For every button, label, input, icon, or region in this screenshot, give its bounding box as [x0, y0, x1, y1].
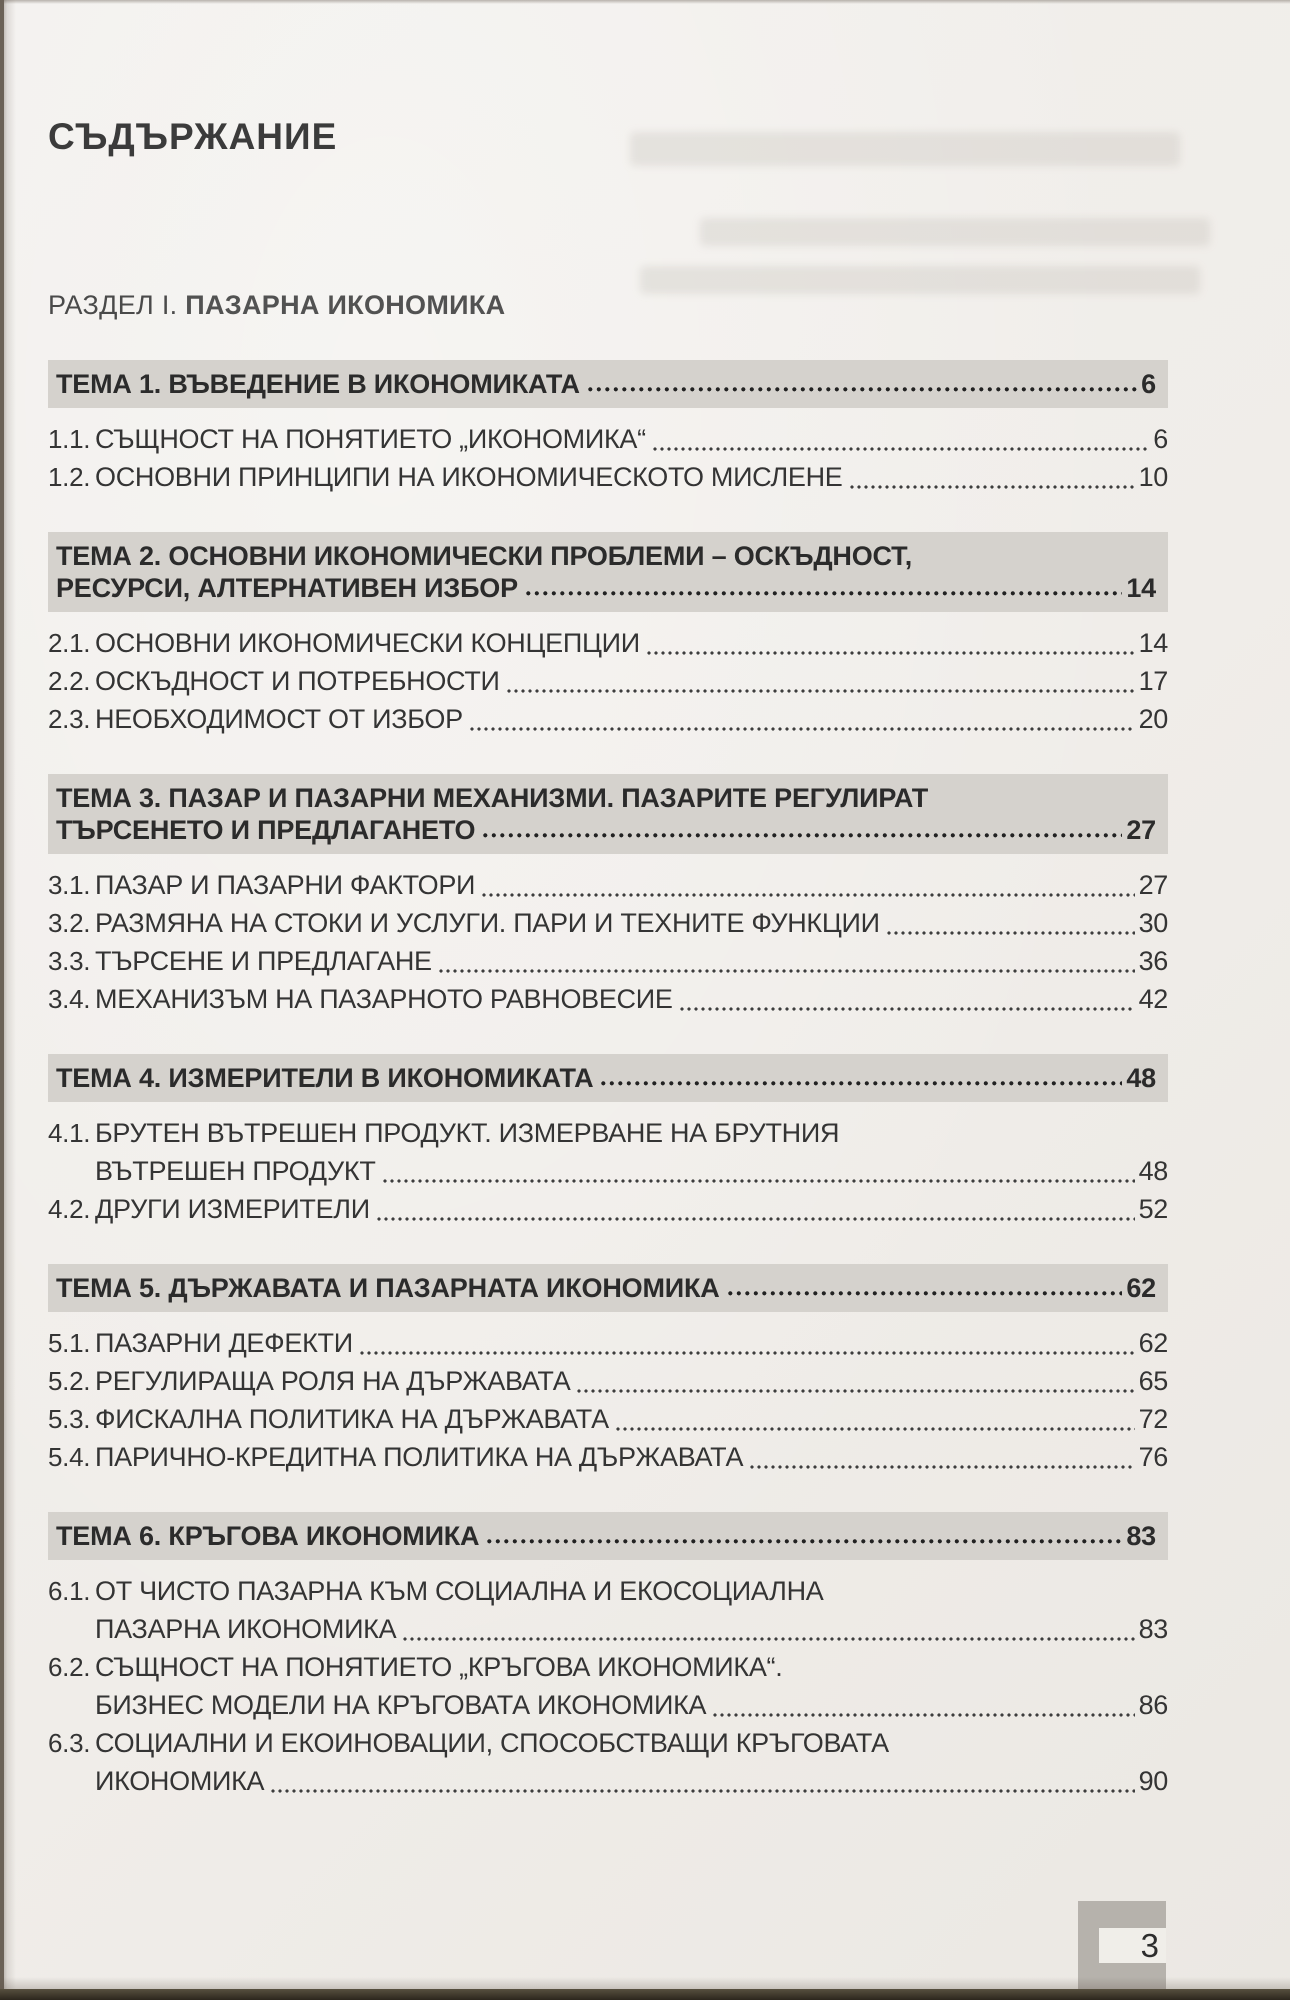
topic-header-line [56, 572, 1156, 604]
toc-entry [48, 904, 1168, 942]
entry-line [95, 1686, 1168, 1724]
topic-page-number: 14 [1126, 573, 1156, 603]
topic-items [48, 1572, 1168, 1800]
entry-lines [95, 942, 1168, 980]
entry-lines [95, 904, 1168, 942]
entry-title: ОСКЪДНОСТ И ПОТРЕБНОСТИ [95, 666, 500, 696]
entry-title: ДРУГИ ИЗМЕРИТЕЛИ [95, 1194, 370, 1224]
entry-line [95, 700, 1168, 738]
toc-topic [48, 1264, 1168, 1476]
footer-page-number: 3 [1099, 1928, 1166, 1963]
entry-line [95, 420, 1168, 458]
dot-leader [713, 1713, 1134, 1717]
entry-lines [95, 1324, 1168, 1362]
dot-leader [680, 1007, 1135, 1011]
topic-title: ТЕМА 5. ДЪРЖАВАТА И ПАЗАРНАТА ИКОНОМИКА [56, 1273, 720, 1303]
topic-page-number: 48 [1126, 1063, 1156, 1093]
entry-title: НЕОБХОДИМОСТ ОТ ИЗБОР [95, 704, 463, 734]
entry-number: 3.3. [48, 946, 91, 976]
topic-header-bar [48, 774, 1168, 854]
topic-header-line [56, 540, 1156, 572]
topic-page-number: 62 [1126, 1273, 1156, 1303]
entry-line [95, 866, 1168, 904]
entry-number: 4.2. [48, 1194, 91, 1224]
entry-title: ОТ ЧИСТО ПАЗАРНА КЪМ СОЦИАЛНА И ЕКОСОЦИАЛНА [95, 1576, 824, 1606]
dot-leader [750, 1465, 1134, 1469]
entry-page-number: 36 [1138, 946, 1168, 976]
entry-line [95, 942, 1168, 980]
dot-leader [483, 833, 1122, 838]
entry-title: ФИСКАЛНА ПОЛИТИКА НА ДЪРЖАВАТА [95, 1404, 609, 1434]
toc-entry [48, 420, 1168, 458]
topic-title: ТЕМА 6. КРЪГОВА ИКОНОМИКА [56, 1521, 480, 1551]
dot-leader [601, 1081, 1122, 1086]
topic-items [48, 1114, 1168, 1228]
entry-line [95, 1610, 1168, 1648]
entry-line [95, 624, 1168, 662]
dot-leader [403, 1637, 1134, 1641]
entry-lines [95, 662, 1168, 700]
entry-page-number: 72 [1138, 1404, 1168, 1434]
dot-leader [526, 591, 1122, 596]
topic-header-line [56, 368, 1156, 400]
section-heading [48, 288, 1168, 322]
entry-page-number: 62 [1138, 1328, 1168, 1358]
entry-page-number: 30 [1138, 908, 1168, 938]
entry-page-number: 10 [1138, 462, 1168, 492]
entry-lines [95, 458, 1168, 496]
section-title: ПАЗАРНА ИКОНОМИКА [185, 290, 506, 320]
toc-entry [48, 1362, 1168, 1400]
entry-title: СОЦИАЛНИ И ЕКОИНОВАЦИИ, СПОСОБСТВАЩИ КРЪГОВАТА [95, 1728, 889, 1758]
dot-leader [588, 387, 1137, 392]
scan-edge-bottom-shadow [0, 1977, 1290, 1989]
toc-entry [48, 662, 1168, 700]
topic-header-line [56, 1272, 1156, 1304]
page-title: СЪДЪРЖАНИЕ [48, 116, 338, 157]
entry-number: 5.4. [48, 1442, 91, 1472]
section-label: РАЗДЕЛ I. [48, 290, 178, 320]
entry-page-number: 42 [1138, 984, 1168, 1014]
entry-page-number: 52 [1138, 1194, 1168, 1224]
entry-page-number: 27 [1138, 870, 1168, 900]
dot-leader [577, 1389, 1134, 1393]
entry-line [95, 904, 1168, 942]
scan-edge-bottom [0, 1989, 1290, 2000]
toc-entry [48, 1438, 1168, 1476]
entry-line [95, 1438, 1168, 1476]
entry-number: 1.2. [48, 462, 91, 492]
entry-number: 6.1. [48, 1576, 91, 1606]
entry-line [95, 980, 1168, 1018]
entry-title: ПАЗАРНА ИКОНОМИКА [95, 1614, 397, 1644]
entry-line [95, 1724, 1168, 1762]
toc-entry [48, 1114, 1168, 1190]
entry-page-number: 76 [1138, 1442, 1168, 1472]
entry-number: 5.2. [48, 1366, 91, 1396]
topic-title: ТЕМА 1. ВЪВЕДЕНИЕ В ИКОНОМИКАТА [56, 369, 580, 399]
topic-items [48, 420, 1168, 496]
dot-leader [271, 1789, 1134, 1793]
toc-entry [48, 1648, 1168, 1724]
dot-leader [360, 1351, 1135, 1355]
entry-line [95, 662, 1168, 700]
entry-number: 4.1. [48, 1118, 91, 1148]
entry-lines [95, 1724, 1168, 1800]
topic-header-bar [48, 532, 1168, 612]
entry-title: ПАРИЧНО-КРЕДИТНА ПОЛИТИКА НА ДЪРЖАВАТА [95, 1442, 744, 1472]
topic-page-number: 83 [1126, 1521, 1156, 1551]
topic-items [48, 1324, 1168, 1476]
entry-title: ИКОНОМИКА [95, 1766, 265, 1796]
toc-entry [48, 1572, 1168, 1648]
dot-leader [507, 689, 1135, 693]
dot-leader [377, 1217, 1135, 1221]
toc-entry [48, 1324, 1168, 1362]
entry-line [95, 458, 1168, 496]
entry-number: 2.3. [48, 704, 91, 734]
entry-title: РАЗМЯНА НА СТОКИ И УСЛУГИ. ПАРИ И ТЕХНИТЕ ФУНКЦИИ [95, 908, 880, 938]
toc-topic [48, 1512, 1168, 1800]
entry-page-number: 17 [1138, 666, 1168, 696]
entry-number: 6.3. [48, 1728, 91, 1758]
dot-leader [647, 651, 1135, 655]
entry-number: 1.1. [48, 424, 91, 454]
topic-header-bar [48, 1054, 1168, 1102]
topic-header-bar [48, 1512, 1168, 1560]
entry-number: 5.3. [48, 1404, 91, 1434]
entry-page-number: 86 [1138, 1690, 1168, 1720]
entry-title: БИЗНЕС МОДЕЛИ НА КРЪГОВАТА ИКОНОМИКА [95, 1690, 707, 1720]
topic-header-line [56, 782, 1156, 814]
entry-number: 3.2. [48, 908, 91, 938]
topic-title: РЕСУРСИ, АЛТЕРНАТИВЕН ИЗБОР [56, 573, 518, 603]
toc-list [48, 360, 1168, 1800]
dot-leader [887, 931, 1135, 935]
entry-lines [95, 624, 1168, 662]
entry-lines [95, 1572, 1168, 1648]
toc-entry [48, 1400, 1168, 1438]
dot-leader [850, 485, 1135, 489]
entry-number: 5.1. [48, 1328, 91, 1358]
entry-title: ПАЗАРНИ ДЕФЕКТИ [95, 1328, 353, 1358]
entry-page-number: 90 [1138, 1766, 1168, 1796]
entry-page-number: 20 [1138, 704, 1168, 734]
dot-leader [439, 969, 1135, 973]
toc-entry [48, 1190, 1168, 1228]
entry-title: СЪЩНОСТ НА ПОНЯТИЕТО „КРЪГОВА ИКОНОМИКА“. [95, 1652, 783, 1682]
entry-lines [95, 420, 1168, 458]
toc-topic [48, 774, 1168, 1018]
dot-leader [470, 727, 1135, 731]
entry-number: 3.1. [48, 870, 91, 900]
entry-lines [95, 1648, 1168, 1724]
entry-line [95, 1362, 1168, 1400]
topic-title: ТЕМА 2. ОСНОВНИ ИКОНОМИЧЕСКИ ПРОБЛЕМИ – ОСКЪДНОСТ, [56, 541, 913, 571]
scan-edge-left-line [0, 0, 4, 2000]
toc-content [48, 0, 1168, 1800]
entry-title: ПАЗАР И ПАЗАРНИ ФАКТОРИ [95, 870, 476, 900]
topic-title: ТЕМА 3. ПАЗАР И ПАЗАРНИ МЕХАНИЗМИ. ПАЗАРИТЕ РЕГУЛИРАТ [56, 783, 929, 813]
entry-line [95, 1762, 1168, 1800]
entry-title: ТЪРСЕНЕ И ПРЕДЛАГАНЕ [95, 946, 432, 976]
entry-page-number: 6 [1153, 424, 1168, 454]
topic-page-number: 27 [1126, 815, 1156, 845]
entry-number: 3.4. [48, 984, 91, 1014]
entry-line [95, 1400, 1168, 1438]
topic-header-bar [48, 360, 1168, 408]
entry-number: 2.1. [48, 628, 91, 658]
topic-header-bar [48, 1264, 1168, 1312]
scan-edge-top [0, 0, 1290, 4]
entry-title: ОСНОВНИ ИКОНОМИЧЕСКИ КОНЦЕПЦИИ [95, 628, 640, 658]
dot-leader [487, 1539, 1122, 1544]
entry-lines [95, 1190, 1168, 1228]
entry-line [95, 1572, 1168, 1610]
toc-entry [48, 980, 1168, 1018]
entry-line [95, 1324, 1168, 1362]
topic-page-number: 6 [1141, 369, 1156, 399]
toc-entry [48, 1724, 1168, 1800]
dot-leader [653, 447, 1149, 451]
topic-header-line [56, 814, 1156, 846]
toc-entry [48, 942, 1168, 980]
entry-line [95, 1114, 1168, 1152]
entry-lines [95, 1114, 1168, 1190]
topic-items [48, 624, 1168, 738]
entry-title: СЪЩНОСТ НА ПОНЯТИЕТО „ИКОНОМИКА“ [95, 424, 646, 454]
entry-number: 2.2. [48, 666, 91, 696]
entry-lines [95, 1438, 1168, 1476]
topic-header-line [56, 1520, 1156, 1552]
topic-header-line [56, 1062, 1156, 1094]
entry-line [95, 1152, 1168, 1190]
toc-entry [48, 700, 1168, 738]
entry-title: ВЪТРЕШЕН ПРОДУКТ [95, 1156, 376, 1186]
dot-leader [383, 1179, 1135, 1183]
entry-title: МЕХАНИЗЪМ НА ПАЗАРНОТО РАВНОВЕСИЕ [95, 984, 673, 1014]
entry-title: БРУТЕН ВЪТРЕШЕН ПРОДУКТ. ИЗМЕРВАНЕ НА БРУТНИЯ [95, 1118, 840, 1148]
dot-leader [616, 1427, 1135, 1431]
topic-items [48, 866, 1168, 1018]
entry-number: 6.2. [48, 1652, 91, 1682]
toc-entry [48, 866, 1168, 904]
dot-leader [482, 893, 1134, 897]
entry-page-number: 65 [1138, 1366, 1168, 1396]
entry-lines [95, 1400, 1168, 1438]
toc-entry [48, 458, 1168, 496]
entry-line [95, 1190, 1168, 1228]
entry-page-number: 14 [1138, 628, 1168, 658]
entry-lines [95, 1362, 1168, 1400]
entry-title: ОСНОВНИ ПРИНЦИПИ НА ИКОНОМИЧЕСКОТО МИСЛЕНЕ [95, 462, 843, 492]
dot-leader [728, 1291, 1123, 1296]
entry-page-number: 83 [1138, 1614, 1168, 1644]
topic-title: ТЪРСЕНЕТО И ПРЕДЛАГАНЕТО [56, 815, 476, 845]
toc-entry [48, 624, 1168, 662]
entry-lines [95, 980, 1168, 1018]
toc-topic [48, 1054, 1168, 1228]
entry-lines [95, 866, 1168, 904]
entry-page-number: 48 [1138, 1156, 1168, 1186]
toc-topic [48, 532, 1168, 738]
topic-title: ТЕМА 4. ИЗМЕРИТЕЛИ В ИКОНОМИКАТА [56, 1063, 594, 1093]
toc-topic [48, 360, 1168, 496]
entry-lines [95, 700, 1168, 738]
entry-line [95, 1648, 1168, 1686]
entry-title: РЕГУЛИРАЩА РОЛЯ НА ДЪРЖАВАТА [95, 1366, 571, 1396]
